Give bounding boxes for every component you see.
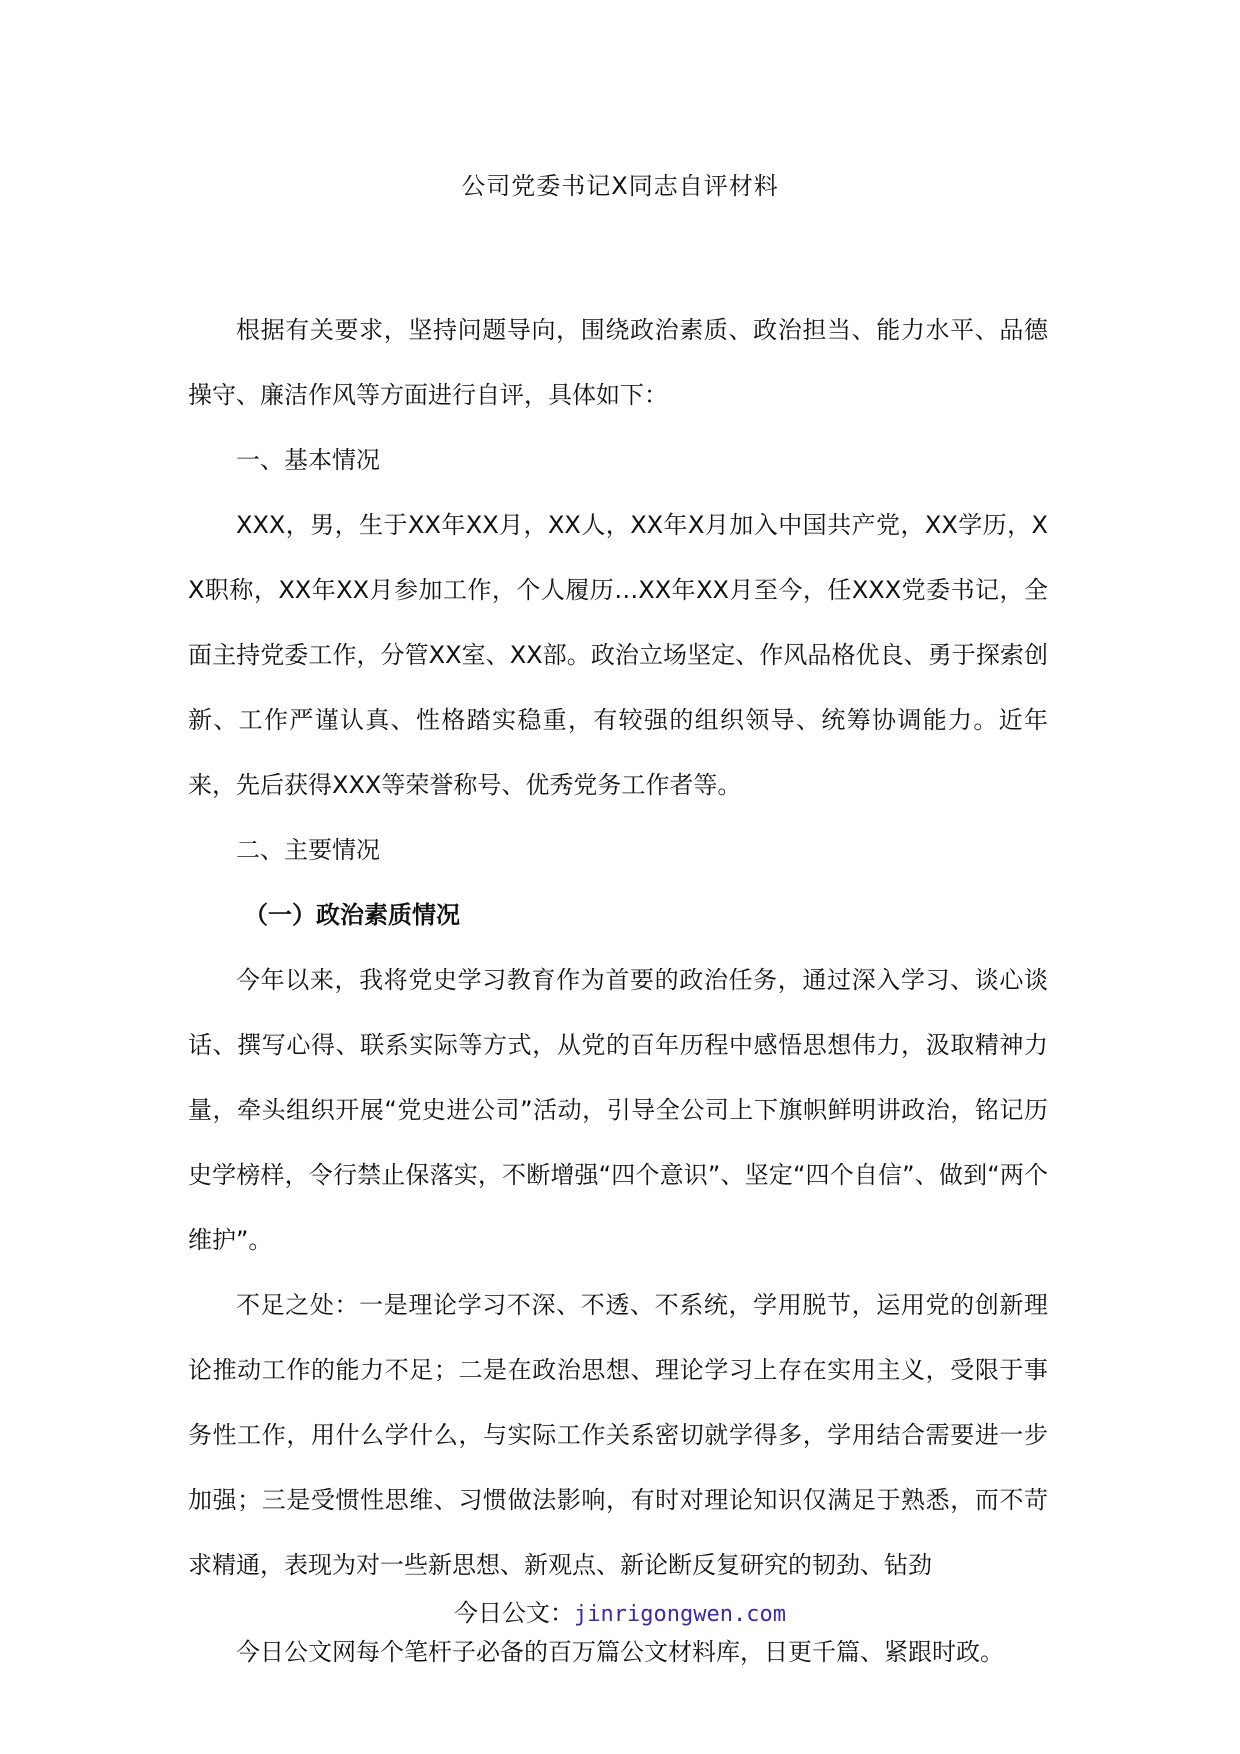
footer-label: 今日公文： <box>454 1599 575 1627</box>
section-heading-basic-info: 一、基本情况 <box>236 446 380 474</box>
footer-tagline: 今日公文网每个笔杆子必备的百万篇公文材料库，日更千篇、紧跟时政。 <box>236 1638 1004 1666</box>
intro-paragraph: 根据有关要求，坚持问题导向，围绕政治素质、政治担当、能力水平、品德操守、廉洁作风等方面进行自评，具体如下： <box>188 316 1048 409</box>
document-body <box>188 298 1048 1598</box>
section-heading-main-info: 二、主要情况 <box>236 836 380 864</box>
political-quality-paragraph: 今年以来，我将党史学习教育作为首要的政治任务，通过深入学习、谈心谈话、撰写心得、联系实际等方式，从党的百年历程中感悟思想伟力，汲取精神力量，牵头组织开展“党史进公司”活动，引导全公司上下旗帜鲜明讲政治，铭记历史学榜样，令行禁止保落实，不断增强“四个意识”、坚定“四个自信”、做到“两个维护”。 <box>188 966 1048 1254</box>
footer-url-link[interactable]: jinrigongwen.com <box>574 1602 786 1627</box>
footer-source <box>0 1596 1240 1632</box>
subsection-heading-political-quality: （一）政治素质情况 <box>244 901 460 929</box>
page-title: 公司党委书记X同志自评材料 <box>461 172 779 200</box>
basic-info-paragraph: XXX，男，生于XX年XX月，XX人，XX年X月加入中国共产党，XX学历，XX职称，XX年XX月参加工作，个人履历…XX年XX月至今，任XXX党委书记，全面主持党委工作，分管XX室、XX部。政治立场坚定、作风品格优良、勇于探索创新、工作严谨认真、性格踏实稳重，有较强的组织领导、统筹协调能力。近年来，先后获得XXX等荣誉称号、优秀党务工作者等。 <box>188 511 1048 799</box>
shortcomings-paragraph: 不足之处：一是理论学习不深、不透、不系统，学用脱节，运用党的创新理论推动工作的能力不足；二是在政治思想、理论学习上存在实用主义，受限于事务性工作，用什么学什么，与实际工作关系密切就学得多，学用结合需要进一步加强；三是受惯性思维、习惯做法影响，有时对理论知识仅满足于熟悉，而不苛求精通，表现为对一些新思想、新观点、新论断反复研究的韧劲、钻劲 <box>188 1291 1048 1579</box>
